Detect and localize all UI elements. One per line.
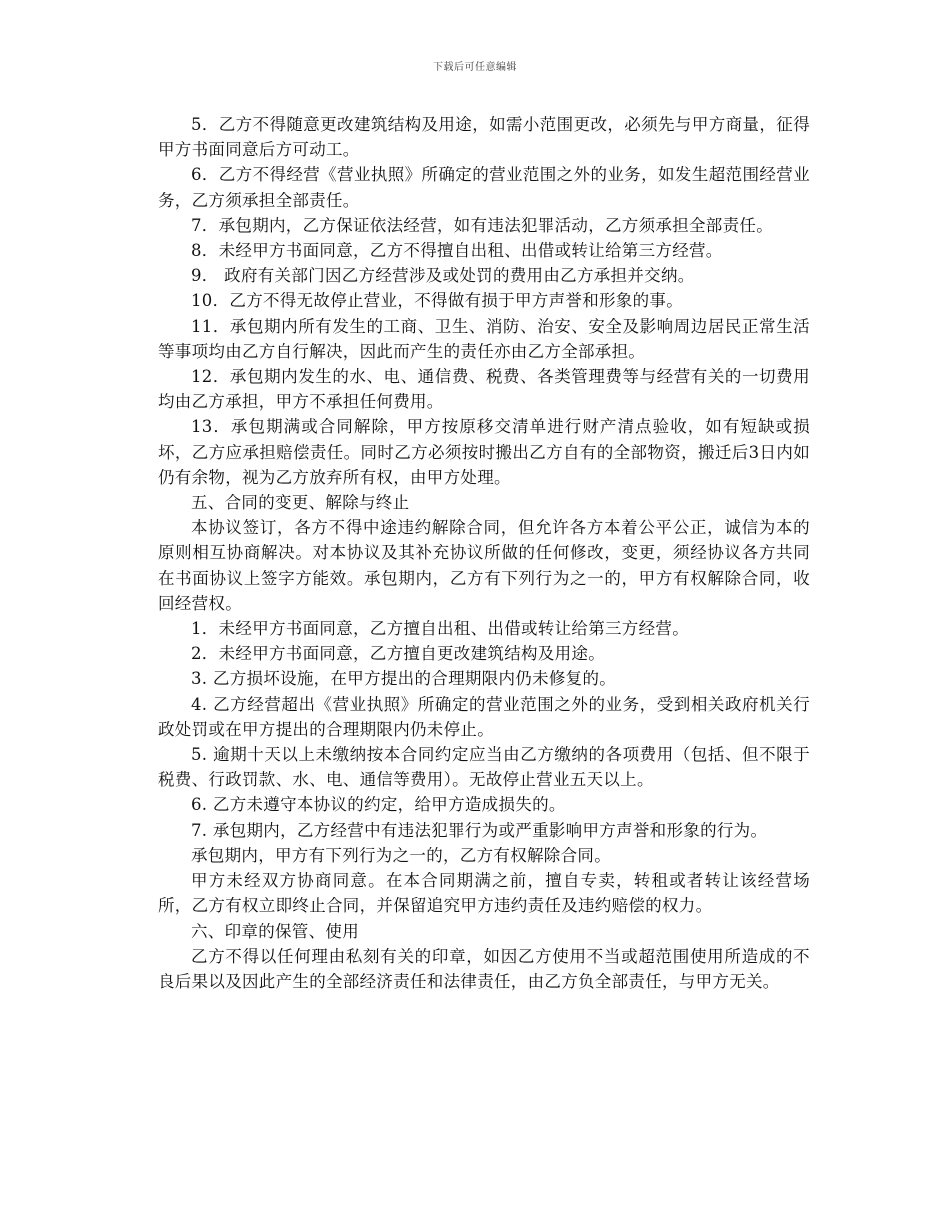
clause-8-no-sublease: 8．未经甲方书面同意，乙方不得擅自出租、出借或转让给第三方经营。 (191, 241, 723, 261)
clause-9-government-fees: 9． 政府有关部门因乙方经营涉及或处罚的费用由乙方承担并交纳。 (191, 266, 695, 286)
page-header: 下载后可任意编辑 (433, 62, 517, 73)
party-b-termination-item: 甲方未经双方协商同意。在本合同期满之前，擅自专卖，转租或者转让该经营场所，乙方有权立即终止合同，并保留追究甲方违约责任及违约赔偿的权力。 (158, 871, 810, 916)
clause-11-responsibilities: 11．承包期内所有发生的工商、卫生、消防、治安、安全及影响周边居民正常生活等事项均由乙方自行解决，因此而产生的责任亦由乙方全部承担。 (158, 316, 810, 361)
section-5-heading: 五、合同的变更、解除与终止 (191, 493, 410, 513)
termination-item-6: 6. 乙方未遵守本协议的约定，给甲方造成损失的。 (191, 795, 566, 815)
document-body (158, 112, 810, 994)
termination-item-5: 5. 逾期十天以上未缴纳按本合同约定应当由乙方缴纳的各项费用（包括、但不限于税费、行政罚款、水、电、通信等费用）。无故停止营业五天以上。 (158, 745, 810, 790)
termination-item-2: 2．未经甲方书面同意，乙方擅自更改建筑结构及用途。 (191, 644, 605, 664)
termination-item-7: 7. 承包期内，乙方经营中有违法犯罪行为或严重影响甲方声誉和形象的行为。 (191, 820, 768, 840)
section-6-body: 乙方不得以任何理由私刻有关的印章，如因乙方使用不当或超范围使用所造成的不良后果以及因此产生的全部经济责任和法律责任，由乙方负全部责任，与甲方无关。 (158, 946, 810, 991)
termination-item-4: 4. 乙方经营超出《营业执照》所确定的营业范围之外的业务，受到相关政府机关行政处罚或在甲方提出的合理期限内仍未停止。 (158, 694, 810, 739)
clause-12-expenses: 12．承包期内发生的水、电、通信费、税费、各类管理费等与经营有关的一切费用均由乙方承担，甲方不承担任何费用。 (158, 367, 810, 412)
clause-10-no-suspension: 10．乙方不得无故停止营业，不得做有损于甲方声誉和形象的事。 (191, 291, 683, 311)
section-5-intro: 本协议签订，各方不得中途违约解除合同，但允许各方本着公平公正，诚信为本的原则相互协商解决。对本协议及其补充协议所做的任何修改，变更，须经协议各方共同在书面协议上签字方能效。承包期内，乙方有下列行为之一的，甲方有权解除合同，收回经营权。 (158, 518, 810, 613)
clause-5-structure: 5．乙方不得随意更改建筑结构及用途，如需小范围更改，必须先与甲方商量，征得甲方书面同意后方可动工。 (158, 115, 810, 160)
clause-13-handover: 13．承包期满或合同解除，甲方按原移交清单进行财产清点验收，如有短缺或损坏，乙方应承担赔偿责任。同时乙方必须按时搬出乙方自有的全部物资，搬迁后3日内如仍有余物，视为乙方放弃所有权，由甲方处理。 (158, 417, 810, 487)
section-6-heading: 六、印章的保管、使用 (191, 921, 359, 941)
termination-item-1: 1．未经甲方书面同意，乙方擅自出租、出借或转让给第三方经营。 (191, 619, 689, 639)
termination-item-3: 3. 乙方损坏设施，在甲方提出的合理期限内仍未修复的。 (191, 669, 617, 689)
clause-6-business-scope: 6．乙方不得经营《营业执照》所确定的营业范围之外的业务，如发生超范围经营业务，乙方须承担全部责任。 (158, 165, 810, 210)
clause-7-lawful-operation: 7．承包期内，乙方保证依法经营，如有违法犯罪活动，乙方须承担全部责任。 (191, 215, 773, 235)
party-b-termination-intro: 承包期内，甲方有下列行为之一的，乙方有权解除合同。 (191, 845, 611, 865)
